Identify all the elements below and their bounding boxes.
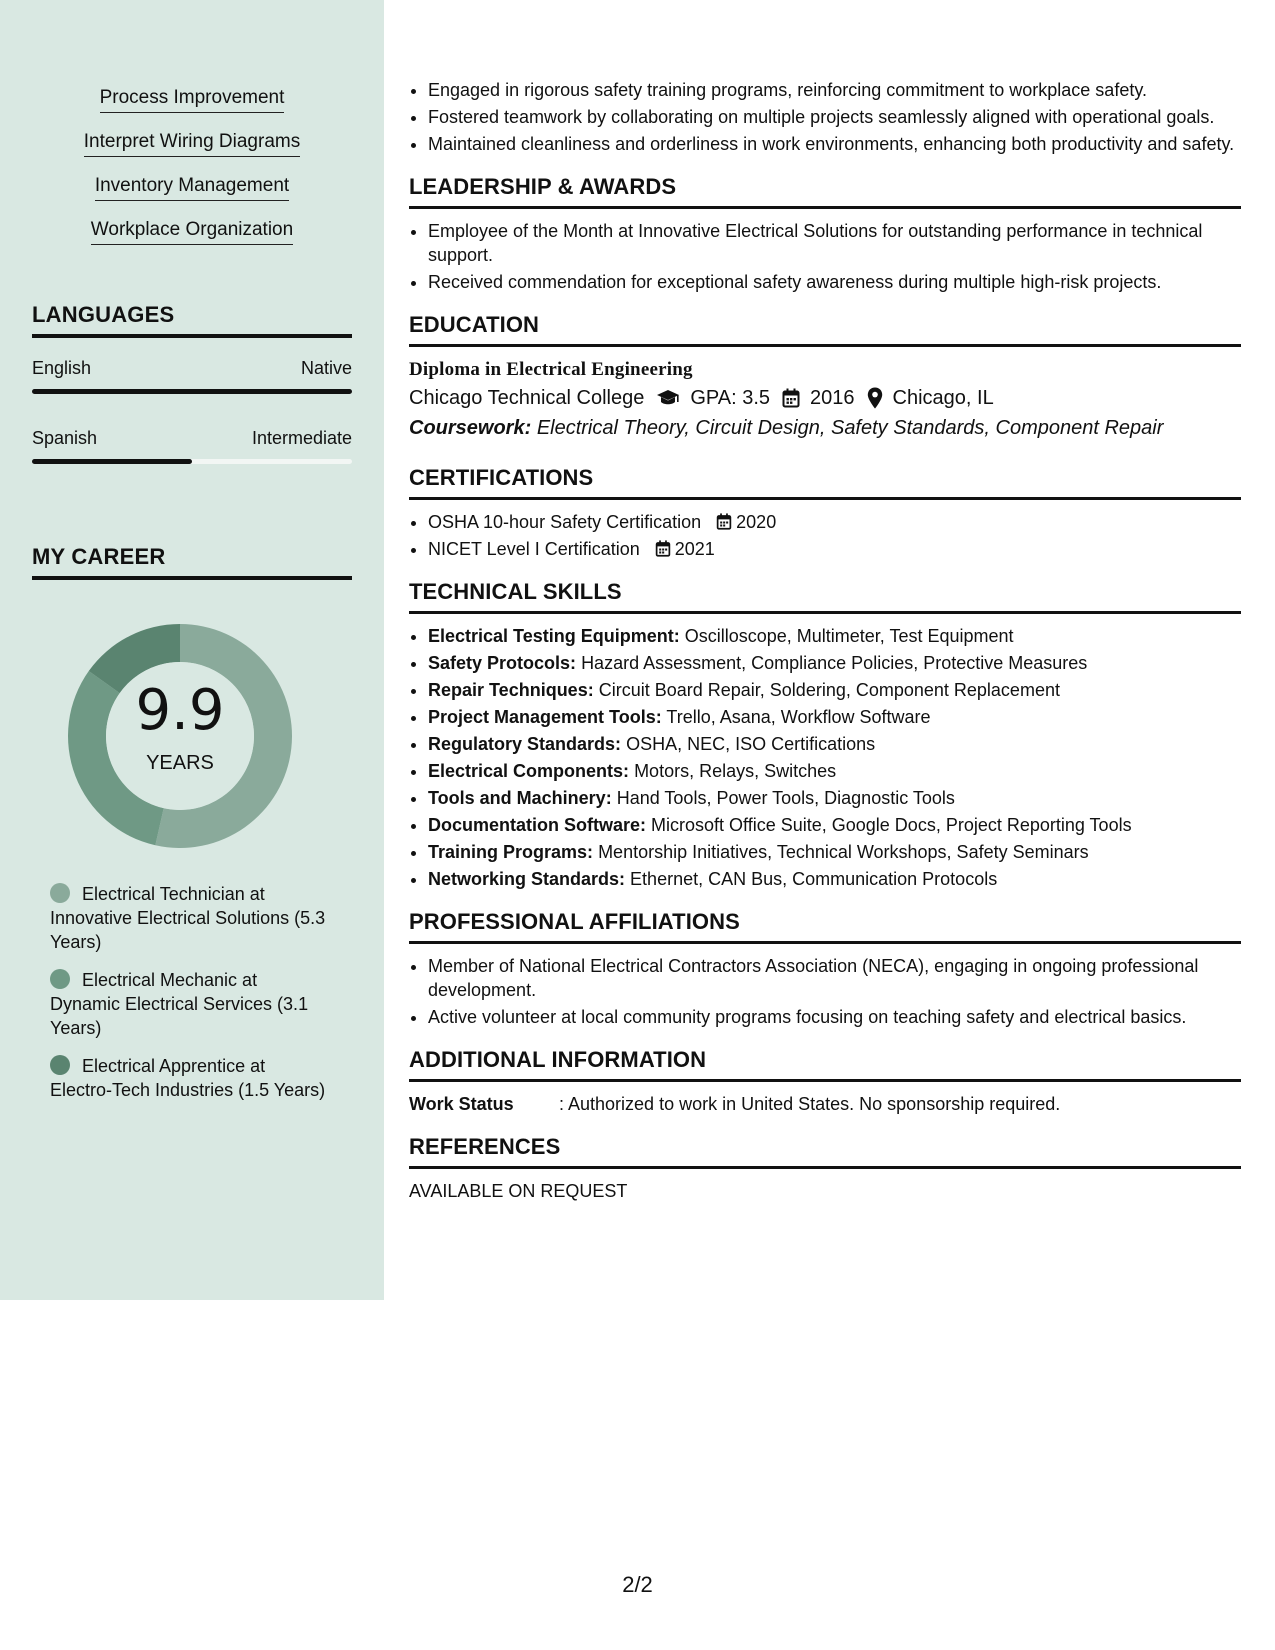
education-degree: Diploma in Electrical Engineering	[409, 359, 693, 380]
language-spanish	[32, 428, 352, 464]
work-status-value: : Authorized to work in United States. No sponsorship required.	[559, 1094, 1061, 1114]
skill-label: Project Management Tools:	[428, 707, 662, 727]
skill-item: Process Improvement	[100, 86, 285, 113]
additional-info-heading: ADDITIONAL INFORMATION	[409, 1047, 1241, 1082]
skill-value: Motors, Relays, Switches	[634, 761, 837, 781]
affiliation-item: • Active volunteer at local community programs focusing on teaching safety and electrical basics.	[428, 1005, 1241, 1029]
calendar-icon	[716, 513, 732, 530]
technical-skill-item	[428, 759, 1241, 783]
technical-skill-item	[428, 732, 1241, 756]
skill-label: Tools and Machinery:	[428, 788, 612, 808]
sidebar	[0, 0, 384, 1300]
skill-value: OSHA, NEC, ISO Certifications	[626, 734, 876, 754]
page-number: 2/2	[622, 1572, 653, 1597]
certification-item	[428, 537, 1241, 561]
legend-dot	[50, 883, 70, 903]
references-heading: REFERENCES	[409, 1134, 1241, 1169]
leadership-item: • Received commendation for exceptional safety awareness during multiple high-risk projects.	[428, 270, 1241, 294]
career-text: Electrical Mechanic at Dynamic Electrical Services (3.1 Years)	[50, 970, 309, 1038]
map-pin-icon	[867, 387, 883, 409]
work-status-row	[409, 1092, 1241, 1116]
skill-label: Electrical Components:	[428, 761, 630, 781]
skill-value: Hand Tools, Power Tools, Diagnostic Tools	[616, 788, 955, 808]
technical-skill-item	[428, 867, 1241, 891]
calendar-icon	[655, 540, 671, 557]
technical-skill-item	[428, 678, 1241, 702]
leadership-list	[409, 219, 1241, 294]
technical-skills-heading: TECHNICAL SKILLS	[409, 579, 1241, 614]
graduation-cap-icon	[656, 389, 680, 407]
technical-skill-item	[428, 705, 1241, 729]
skill-label: Networking Standards:	[428, 869, 626, 889]
skill-value: Ethernet, CAN Bus, Communication Protocols	[630, 869, 998, 889]
skill-label: Safety Protocols:	[428, 653, 577, 673]
experience-bullets	[409, 78, 1241, 156]
technical-skill-item	[428, 624, 1241, 648]
languages-heading: LANGUAGES	[32, 302, 352, 338]
certifications-list	[409, 510, 1241, 561]
certification-name: OSHA 10-hour Safety Certification	[428, 512, 702, 532]
legend-dot	[50, 969, 70, 989]
certification-year: 2021	[674, 539, 715, 559]
experience-bullet: • Engaged in rigorous safety training programs, reinforcing commitment to workplace safety.	[428, 78, 1241, 102]
career-item	[50, 882, 330, 954]
skills-list	[32, 86, 352, 262]
certification-name: NICET Level I Certification	[428, 539, 640, 559]
education-coursework	[409, 413, 1241, 443]
experience-bullet: • Maintained cleanliness and orderliness in work environments, enhancing both productivity and safety.	[428, 132, 1241, 156]
affiliations-heading: PROFESSIONAL AFFILIATIONS	[409, 909, 1241, 944]
coursework-list: Electrical Theory, Circuit Design, Safety Standards, Component Repair	[536, 417, 1164, 439]
skill-label: Documentation Software:	[428, 815, 647, 835]
education-gpa: GPA: 3.5	[690, 387, 771, 409]
certification-year: 2020	[736, 512, 777, 532]
technical-skill-item	[428, 786, 1241, 810]
language-english	[32, 358, 352, 394]
technical-skills-list	[409, 624, 1241, 891]
education-location: Chicago, IL	[892, 387, 994, 409]
education-heading: EDUCATION	[409, 312, 1241, 347]
skill-value: Microsoft Office Suite, Google Docs, Project Reporting Tools	[651, 815, 1132, 835]
language-bar	[32, 389, 352, 394]
language-bar-fill	[32, 389, 352, 394]
career-donut-chart	[64, 620, 296, 852]
career-text: Electrical Apprentice at Electro-Tech Industries (1.5 Years)	[50, 1056, 326, 1100]
skill-label: Training Programs:	[428, 842, 594, 862]
career-list	[50, 882, 330, 1116]
skill-value: Oscilloscope, Multimeter, Test Equipment	[684, 626, 1014, 646]
main-content	[409, 78, 1241, 1203]
skill-label: Repair Techniques:	[428, 680, 594, 700]
skill-label: Electrical Testing Equipment:	[428, 626, 680, 646]
certification-item	[428, 510, 1241, 534]
skill-value: Hazard Assessment, Compliance Policies, Protective Measures	[581, 653, 1088, 673]
experience-bullet: • Fostered teamwork by collaborating on multiple projects seamlessly aligned with operational goals.	[428, 105, 1241, 129]
skill-item: Inventory Management	[95, 174, 289, 201]
language-bar-fill	[32, 459, 192, 464]
certifications-heading: CERTIFICATIONS	[409, 465, 1241, 500]
career-total-years: 9.9	[135, 678, 225, 743]
career-heading: MY CAREER	[32, 544, 352, 580]
skill-value: Trello, Asana, Workflow Software	[666, 707, 931, 727]
skill-value: Circuit Board Repair, Soldering, Component Replacement	[598, 680, 1060, 700]
language-bar	[32, 459, 352, 464]
affiliations-list	[409, 954, 1241, 1029]
coursework-label: Coursework:	[409, 417, 532, 439]
career-item	[50, 1054, 330, 1102]
career-text: Electrical Technician at Innovative Electrical Solutions (5.3 Years)	[50, 884, 326, 952]
language-level: Native	[300, 358, 352, 378]
technical-skill-item	[428, 813, 1241, 837]
education-school: Chicago Technical College	[409, 387, 645, 409]
skill-value: Mentorship Initiatives, Technical Workshops, Safety Seminars	[598, 842, 1089, 862]
affiliation-item: • Member of National Electrical Contractors Association (NECA), engaging in ongoing professional development.	[428, 954, 1241, 1002]
work-status-label: Work Status	[409, 1094, 514, 1114]
technical-skill-item	[428, 840, 1241, 864]
education-details	[409, 383, 1241, 413]
education-year: 2016	[810, 387, 855, 409]
career-years-label: YEARS	[146, 752, 214, 774]
technical-skill-item	[428, 651, 1241, 675]
calendar-icon	[782, 388, 800, 408]
career-item	[50, 968, 330, 1040]
leadership-heading: LEADERSHIP & AWARDS	[409, 174, 1241, 209]
skill-label: Regulatory Standards:	[428, 734, 622, 754]
language-name: Spanish	[32, 428, 98, 448]
leadership-item: • Employee of the Month at Innovative Electrical Solutions for outstanding performance in technical support.	[428, 219, 1241, 267]
skill-item: Workplace Organization	[91, 218, 293, 245]
references-text: AVAILABLE ON REQUEST	[409, 1181, 628, 1201]
language-level: Intermediate	[251, 428, 352, 448]
language-name: English	[32, 358, 92, 378]
legend-dot	[50, 1055, 70, 1075]
skill-item: Interpret Wiring Diagrams	[84, 130, 300, 157]
